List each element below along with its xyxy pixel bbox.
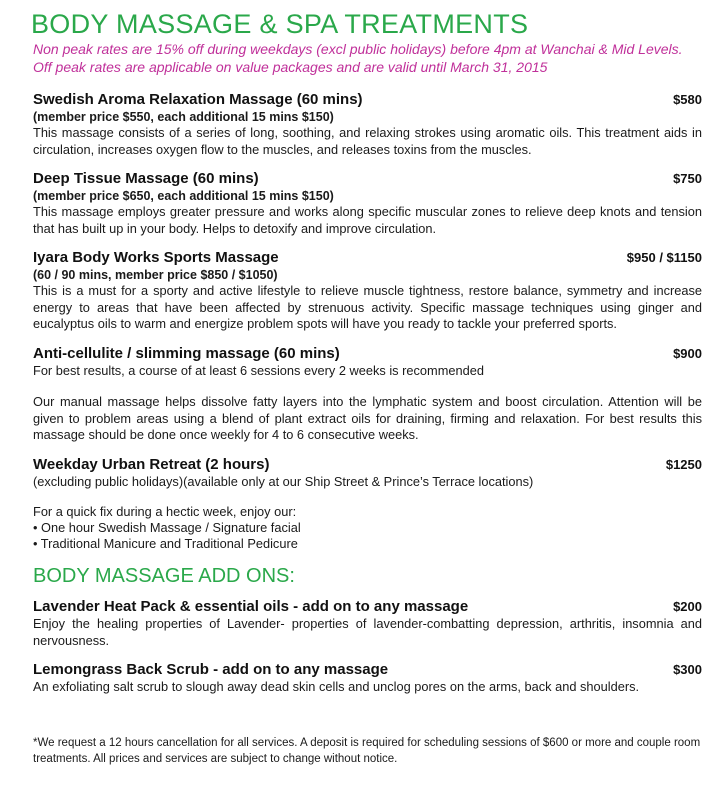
addons-title: BODY MASSAGE ADD ONS:: [33, 565, 295, 587]
treatment-member-price: (member price $550, each additional 15 mins $150): [33, 110, 334, 124]
package-item: • Traditional Manicure and Traditional Pedicure: [33, 536, 298, 551]
treatment-price: $580: [673, 92, 702, 107]
treatment-header: [33, 248, 702, 267]
treatment-price: $950 / $1150: [626, 250, 702, 265]
addon-price: $200: [673, 599, 702, 614]
treatment-anti-cellulite: [33, 344, 702, 444]
treatment-member-price: (member price $650, each additional 15 mins $150): [33, 189, 334, 203]
treatment-price: $750: [673, 171, 702, 186]
addon-header: [33, 597, 702, 616]
treatment-name: Swedish Aroma Relaxation Massage (60 mins): [33, 91, 363, 108]
treatment-description: This massage employs greater pressure and works along specific muscular zones to relieve deep knots and tension that has built up in your body. Helps to detoxify and improve circulation.: [33, 204, 702, 236]
addon-header: [33, 660, 702, 679]
rates-notice: Non peak rates are 15% off during weekdays (excl public holidays) before 4pm at Wanchai & Mid Levels. Off peak rates are applicable on value packages and are valid until March 31, 2015: [33, 41, 683, 75]
cancellation-policy: *We request a 12 hours cancellation for all services. A deposit is required for scheduling sessions of $600 or more and couple room treatments. All prices and services are subject to change without notice.: [33, 737, 701, 765]
treatment-urban-retreat: [33, 455, 702, 553]
addon-lavender: [33, 597, 702, 649]
page-title: BODY MASSAGE & SPA TREATMENTS: [31, 9, 529, 39]
treatment-description: Our manual massage helps dissolve fatty layers into the lymphatic system and boost circulation. Attention will be given to problem areas using a blend of plant extract oils for draining, firming and relaxation. For best results this massage should be done once weekly for 4 to 6 consecutive weeks.: [33, 394, 702, 442]
treatment-swedish-aroma: [33, 90, 702, 158]
addon-name: Lavender Heat Pack & essential oils - add on to any massage: [33, 598, 469, 615]
package-intro: For a quick fix during a hectic week, enjoy our:: [33, 504, 297, 519]
treatment-name: Weekday Urban Retreat (2 hours): [33, 455, 270, 473]
treatment-deep-tissue: [33, 169, 702, 237]
treatment-price: $900: [673, 345, 702, 361]
addon-description: An exfoliating salt scrub to slough away dead skin cells and unclog pores on the arms, back and shoulders.: [33, 679, 640, 694]
treatment-header: [33, 455, 702, 474]
spacer: [33, 379, 702, 394]
treatment-name: Anti-cellulite / slimming massage (60 mins): [33, 344, 340, 362]
treatment-note: (excluding public holidays)(available only at our Ship Street & Prince’s Terrace locations): [33, 473, 534, 489]
treatment-price: $1250: [665, 456, 702, 472]
treatment-header: [33, 344, 702, 363]
addon-description: Enjoy the healing properties of Lavender- properties of lavender-combatting depression, arthritis, insomnia and nervousness.: [33, 616, 702, 648]
treatment-header: [33, 169, 702, 188]
package-item: • One hour Swedish Massage / Signature facial: [33, 520, 301, 535]
treatment-description: This is a must for a sporty and active lifestyle to relieve muscle tightness, restore balance, symmetry and increase energy to areas that have been affected by strenuous activity. Specific massage techniques using ginger and eucalyptus oils to warm and energize problem spots will have you ready to tackle your preferred sports.: [33, 283, 702, 331]
addon-lemongrass: [33, 660, 702, 696]
treatment-name: Iyara Body Works Sports Massage: [33, 249, 279, 266]
treatment-name: Deep Tissue Massage (60 mins): [33, 170, 259, 187]
treatment-member-price: (60 / 90 mins, member price $850 / $1050): [33, 268, 278, 282]
addon-price: $300: [673, 662, 702, 677]
treatment-description: This massage consists of a series of long, soothing, and relaxing strokes using aromatic oils. This treatment aids in circulation, increases oxygen flow to the muscles, and releases toxins from the muscles.: [33, 125, 702, 157]
treatment-note: For best results, a course of at least 6 sessions every 2 weeks is recommended: [33, 362, 484, 378]
addon-name: Lemongrass Back Scrub - add on to any massage: [33, 661, 389, 678]
treatment-sports-massage: [33, 248, 702, 333]
treatment-header: [33, 90, 702, 109]
